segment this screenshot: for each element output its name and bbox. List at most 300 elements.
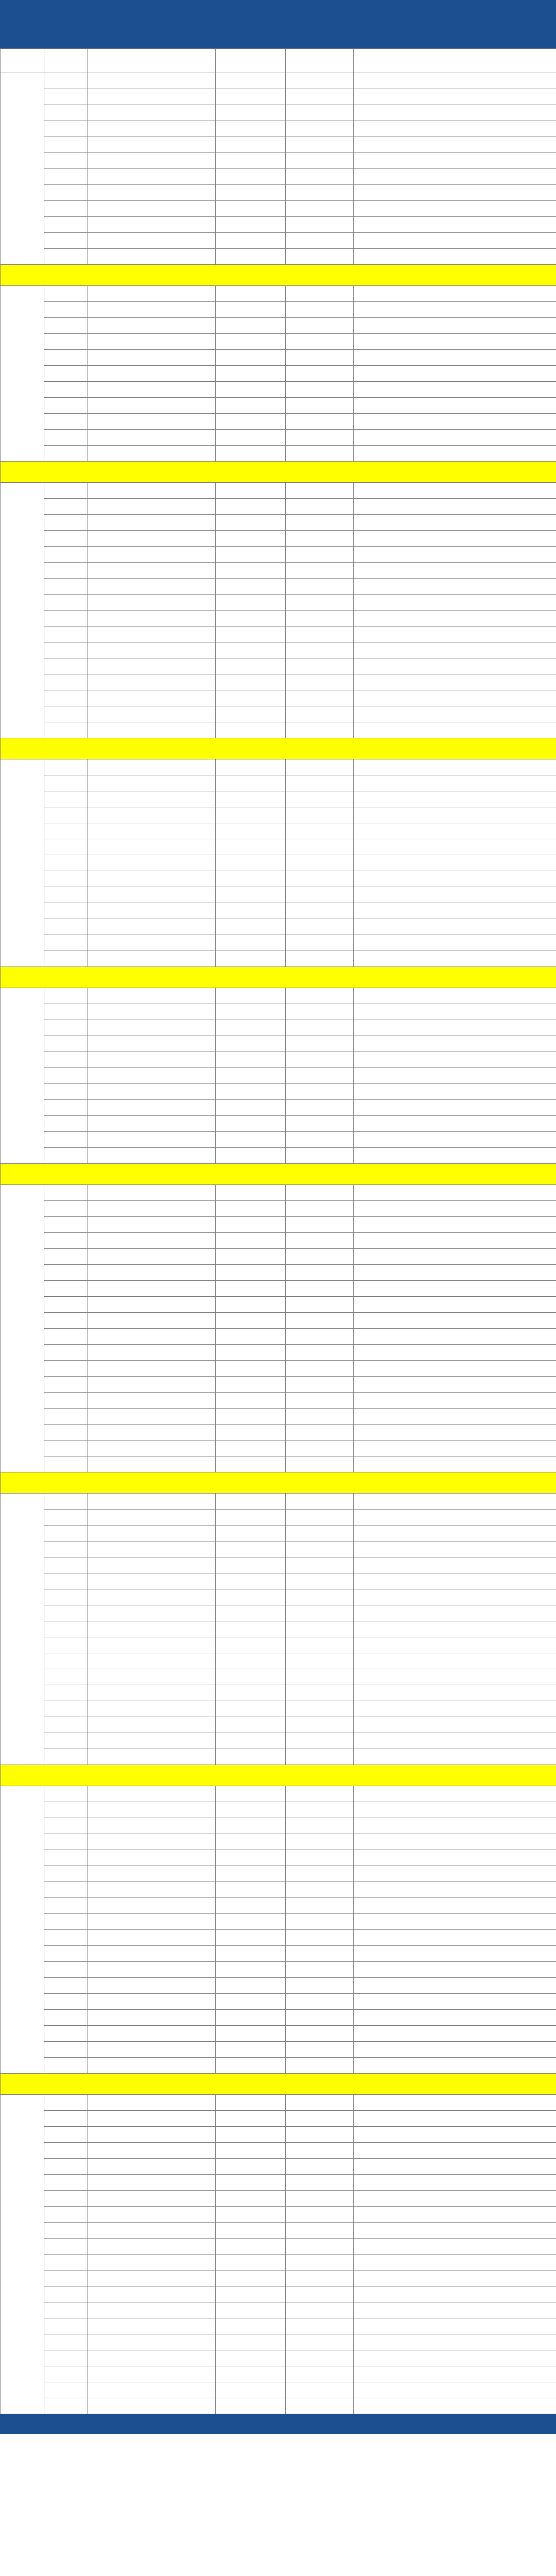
site-cell	[88, 2191, 216, 2207]
staff-count-cell	[286, 1201, 354, 1217]
remarks-cell	[354, 1978, 556, 1994]
site-cell	[88, 1978, 216, 1994]
remarks-cell	[354, 547, 556, 563]
sampler-count-cell	[216, 1201, 286, 1217]
remarks-cell	[354, 73, 556, 89]
sampler-count-cell	[216, 903, 286, 919]
staff-count-cell	[286, 1132, 354, 1148]
staff-count-cell	[286, 1409, 354, 1425]
site-cell	[88, 2175, 216, 2191]
staff-count-cell	[286, 611, 354, 626]
staff-count-cell	[286, 791, 354, 807]
table-row	[1, 1994, 556, 2010]
sampler-count-cell	[216, 350, 286, 366]
table-row	[1, 1068, 556, 1084]
staff-count-cell	[286, 1036, 354, 1052]
remarks-cell	[354, 855, 556, 871]
table-row	[1, 919, 556, 935]
index-cell	[44, 2058, 88, 2074]
remarks-cell	[354, 531, 556, 547]
remarks-cell	[354, 2270, 556, 2286]
remarks-cell	[354, 1409, 556, 1425]
staff-count-cell	[286, 563, 354, 579]
remarks-cell	[354, 674, 556, 690]
table-row	[1, 233, 556, 249]
index-cell	[44, 137, 88, 153]
header-street	[1, 49, 44, 73]
index-cell	[44, 2127, 88, 2143]
site-cell	[88, 2042, 216, 2058]
staff-count-cell	[286, 1052, 354, 1068]
staff-count-cell	[286, 446, 354, 462]
sampler-count-cell	[216, 1882, 286, 1898]
staff-count-cell	[286, 1914, 354, 1930]
index-cell	[44, 2270, 88, 2286]
staff-count-cell	[286, 249, 354, 265]
staff-count-cell	[286, 2270, 354, 2286]
site-cell	[88, 1749, 216, 1765]
sampler-count-cell	[216, 2191, 286, 2207]
index-cell	[44, 855, 88, 871]
site-cell	[88, 105, 216, 121]
staff-count-cell	[286, 2191, 354, 2207]
remarks-cell	[354, 2010, 556, 2026]
remarks-cell	[354, 1930, 556, 1946]
table-row	[1, 791, 556, 807]
index-cell	[44, 1185, 88, 1201]
staff-count-cell	[286, 1494, 354, 1510]
site-cell	[88, 217, 216, 233]
staff-count-cell	[286, 1946, 354, 1962]
separator-bar	[1, 738, 556, 759]
table-row	[1, 1004, 556, 1020]
index-cell	[44, 1201, 88, 1217]
site-cell	[88, 1669, 216, 1685]
sampler-count-cell	[216, 2010, 286, 2026]
site-cell	[88, 2095, 216, 2111]
staff-count-cell	[286, 185, 354, 201]
sampler-count-cell	[216, 2270, 286, 2286]
site-cell	[88, 759, 216, 775]
staff-count-cell	[286, 350, 354, 366]
staff-count-cell	[286, 1573, 354, 1589]
sampler-count-cell	[216, 1978, 286, 1994]
table-row	[1, 1685, 556, 1701]
staff-count-cell	[286, 951, 354, 967]
index-cell	[44, 2042, 88, 2058]
remarks-cell	[354, 430, 556, 446]
index-cell	[44, 1377, 88, 1393]
site-cell	[88, 1217, 216, 1233]
remarks-cell	[354, 1116, 556, 1132]
remarks-cell	[354, 350, 556, 366]
index-cell	[44, 1946, 88, 1962]
staff-count-cell	[286, 807, 354, 823]
table-row	[1, 823, 556, 839]
table-row	[1, 2095, 556, 2111]
sampler-count-cell	[216, 1994, 286, 2010]
index-cell	[44, 1494, 88, 1510]
sampler-count-cell	[216, 531, 286, 547]
remarks-cell	[354, 1297, 556, 1313]
index-cell	[44, 1116, 88, 1132]
sampler-count-cell	[216, 499, 286, 515]
remarks-cell	[354, 153, 556, 169]
remarks-cell	[354, 1898, 556, 1914]
sampler-count-cell	[216, 1786, 286, 1802]
index-cell	[44, 1605, 88, 1621]
sampler-count-cell	[216, 1573, 286, 1589]
index-cell	[44, 1526, 88, 1541]
index-cell	[44, 775, 88, 791]
index-cell	[44, 839, 88, 855]
index-cell	[44, 1281, 88, 1297]
table-row	[1, 1425, 556, 1440]
remarks-cell	[354, 2255, 556, 2270]
sampler-count-cell	[216, 1541, 286, 1557]
table-row	[1, 483, 556, 499]
site-cell	[88, 1020, 216, 1036]
group-separator	[1, 1472, 556, 1494]
sampler-count-cell	[216, 595, 286, 611]
index-cell	[44, 690, 88, 706]
site-cell	[88, 334, 216, 350]
site-cell	[88, 2334, 216, 2350]
remarks-cell	[354, 1834, 556, 1850]
table-row	[1, 1914, 556, 1930]
sampler-count-cell	[216, 1036, 286, 1052]
remarks-cell	[354, 791, 556, 807]
site-cell	[88, 499, 216, 515]
table-row	[1, 1329, 556, 1345]
sampler-count-cell	[216, 690, 286, 706]
index-cell	[44, 919, 88, 935]
remarks-cell	[354, 759, 556, 775]
remarks-cell	[354, 2382, 556, 2398]
sampler-count-cell	[216, 1717, 286, 1733]
index-cell	[44, 1100, 88, 1116]
staff-count-cell	[286, 414, 354, 430]
sampler-count-cell	[216, 1621, 286, 1637]
remarks-cell	[354, 1217, 556, 1233]
site-cell	[88, 1494, 216, 1510]
site-cell	[88, 1084, 216, 1100]
table-row	[1, 1393, 556, 1409]
staff-count-cell	[286, 722, 354, 738]
sampler-count-cell	[216, 2350, 286, 2366]
site-cell	[88, 169, 216, 185]
remarks-cell	[354, 446, 556, 462]
street-cell	[1, 2095, 44, 2414]
remarks-cell	[354, 1510, 556, 1526]
remarks-cell	[354, 2111, 556, 2127]
remarks-cell	[354, 1866, 556, 1882]
separator-bar	[1, 2074, 556, 2095]
sampler-count-cell	[216, 1834, 286, 1850]
index-cell	[44, 1733, 88, 1749]
remarks-cell	[354, 2350, 556, 2366]
remarks-cell	[354, 807, 556, 823]
index-cell	[44, 414, 88, 430]
staff-count-cell	[286, 642, 354, 658]
table-row	[1, 1377, 556, 1393]
table-row	[1, 871, 556, 887]
table-row	[1, 2143, 556, 2159]
table-row	[1, 515, 556, 531]
index-cell	[44, 1802, 88, 1818]
street-cell	[1, 988, 44, 1164]
index-cell	[44, 446, 88, 462]
site-cell	[88, 1526, 216, 1541]
remarks-cell	[354, 318, 556, 334]
table-row	[1, 201, 556, 217]
sampler-count-cell	[216, 1345, 286, 1361]
site-cell	[88, 366, 216, 382]
sampler-count-cell	[216, 2042, 286, 2058]
index-cell	[44, 1717, 88, 1733]
header-sampler-count	[216, 49, 286, 73]
table-row	[1, 1733, 556, 1749]
site-cell	[88, 1329, 216, 1345]
site-cell	[88, 1068, 216, 1084]
site-cell	[88, 414, 216, 430]
index-cell	[44, 2010, 88, 2026]
site-cell	[88, 775, 216, 791]
site-cell	[88, 2127, 216, 2143]
table-row	[1, 674, 556, 690]
remarks-cell	[354, 2207, 556, 2223]
index-cell	[44, 1541, 88, 1557]
site-cell	[88, 1148, 216, 1164]
table-row	[1, 2239, 556, 2255]
remarks-cell	[354, 887, 556, 903]
sampler-count-cell	[216, 89, 286, 105]
index-cell	[44, 1265, 88, 1281]
site-cell	[88, 430, 216, 446]
sampler-count-cell	[216, 318, 286, 334]
sampler-count-cell	[216, 153, 286, 169]
table-row	[1, 2058, 556, 2074]
sampler-count-cell	[216, 2207, 286, 2223]
remarks-cell	[354, 1605, 556, 1621]
sampler-count-cell	[216, 839, 286, 855]
staff-count-cell	[286, 1393, 354, 1409]
site-cell	[88, 1717, 216, 1733]
index-cell	[44, 1701, 88, 1717]
index-cell	[44, 1409, 88, 1425]
staff-count-cell	[286, 1361, 354, 1377]
sampler-count-cell	[216, 563, 286, 579]
separator-bar	[1, 462, 556, 483]
remarks-cell	[354, 1733, 556, 1749]
table-row	[1, 286, 556, 302]
index-cell	[44, 611, 88, 626]
staff-count-cell	[286, 1329, 354, 1345]
sampler-count-cell	[216, 2255, 286, 2270]
sampler-count-cell	[216, 642, 286, 658]
remarks-cell	[354, 2191, 556, 2207]
index-cell	[44, 201, 88, 217]
sampler-count-cell	[216, 2159, 286, 2175]
staff-count-cell	[286, 233, 354, 249]
index-cell	[44, 722, 88, 738]
remarks-cell	[354, 2398, 556, 2414]
table-row	[1, 2366, 556, 2382]
sampler-count-cell	[216, 1393, 286, 1409]
group-separator	[1, 2074, 556, 2095]
remarks-cell	[354, 249, 556, 265]
staff-count-cell	[286, 2042, 354, 2058]
site-cell	[88, 988, 216, 1004]
staff-count-cell	[286, 2223, 354, 2239]
staff-count-cell	[286, 1068, 354, 1084]
table-row	[1, 2207, 556, 2223]
index-cell	[44, 1850, 88, 1866]
remarks-cell	[354, 690, 556, 706]
staff-count-cell	[286, 775, 354, 791]
remarks-cell	[354, 2239, 556, 2255]
index-cell	[44, 2334, 88, 2350]
sampler-count-cell	[216, 233, 286, 249]
site-cell	[88, 1185, 216, 1201]
sampler-count-cell	[216, 1148, 286, 1164]
sampler-count-cell	[216, 1605, 286, 1621]
staff-count-cell	[286, 2058, 354, 2074]
sampler-count-cell	[216, 398, 286, 414]
remarks-cell	[354, 1749, 556, 1765]
remarks-cell	[354, 2302, 556, 2318]
sampler-count-cell	[216, 935, 286, 951]
remarks-cell	[354, 1425, 556, 1440]
index-cell	[44, 642, 88, 658]
site-cell	[88, 1685, 216, 1701]
table-row	[1, 807, 556, 823]
site-cell	[88, 350, 216, 366]
table-row	[1, 1930, 556, 1946]
remarks-cell	[354, 1701, 556, 1717]
staff-count-cell	[286, 823, 354, 839]
remarks-cell	[354, 1345, 556, 1361]
remarks-cell	[354, 871, 556, 887]
index-cell	[44, 1994, 88, 2010]
sampler-count-cell	[216, 515, 286, 531]
remarks-cell	[354, 1494, 556, 1510]
site-cell	[88, 1802, 216, 1818]
index-cell	[44, 2026, 88, 2042]
site-cell	[88, 563, 216, 579]
index-cell	[44, 334, 88, 350]
page-title	[0, 0, 556, 48]
table-row	[1, 446, 556, 462]
index-cell	[44, 1882, 88, 1898]
site-cell	[88, 2058, 216, 2074]
table-row	[1, 2398, 556, 2414]
table-row	[1, 887, 556, 903]
remarks-cell	[354, 233, 556, 249]
index-cell	[44, 1914, 88, 1930]
staff-count-cell	[286, 887, 354, 903]
table-row	[1, 563, 556, 579]
site-cell	[88, 2010, 216, 2026]
table-row	[1, 153, 556, 169]
staff-count-cell	[286, 2111, 354, 2127]
sampling-sites-table	[0, 48, 556, 2414]
table-row	[1, 1637, 556, 1653]
staff-count-cell	[286, 2366, 354, 2382]
sampler-count-cell	[216, 121, 286, 137]
sampler-count-cell	[216, 1265, 286, 1281]
site-cell	[88, 515, 216, 531]
site-cell	[88, 887, 216, 903]
sampler-count-cell	[216, 2095, 286, 2111]
group-separator	[1, 738, 556, 759]
site-cell	[88, 722, 216, 738]
staff-count-cell	[286, 515, 354, 531]
sampler-count-cell	[216, 1456, 286, 1472]
staff-count-cell	[286, 1669, 354, 1685]
remarks-cell	[354, 1717, 556, 1733]
table-row	[1, 1946, 556, 1962]
site-cell	[88, 807, 216, 823]
sampler-count-cell	[216, 73, 286, 89]
remarks-cell	[354, 706, 556, 722]
site-cell	[88, 2302, 216, 2318]
remarks-cell	[354, 2058, 556, 2074]
staff-count-cell	[286, 201, 354, 217]
table-row	[1, 1249, 556, 1265]
table-row	[1, 706, 556, 722]
remarks-cell	[354, 1637, 556, 1653]
site-cell	[88, 839, 216, 855]
table-row	[1, 430, 556, 446]
site-cell	[88, 2239, 216, 2255]
remarks-cell	[354, 903, 556, 919]
table-row	[1, 2223, 556, 2239]
table-row	[1, 1345, 556, 1361]
sampler-count-cell	[216, 722, 286, 738]
sampler-count-cell	[216, 1898, 286, 1914]
index-cell	[44, 1004, 88, 1020]
site-cell	[88, 1850, 216, 1866]
table-row	[1, 1313, 556, 1329]
index-cell	[44, 286, 88, 302]
table-row	[1, 318, 556, 334]
staff-count-cell	[286, 137, 354, 153]
staff-count-cell	[286, 871, 354, 887]
sampler-count-cell	[216, 611, 286, 626]
sampler-count-cell	[216, 1249, 286, 1265]
table-row	[1, 626, 556, 642]
index-cell	[44, 483, 88, 499]
table-row	[1, 1233, 556, 1249]
staff-count-cell	[286, 759, 354, 775]
staff-count-cell	[286, 73, 354, 89]
table-row	[1, 935, 556, 951]
index-cell	[44, 935, 88, 951]
site-cell	[88, 286, 216, 302]
staff-count-cell	[286, 1541, 354, 1557]
sampler-count-cell	[216, 2143, 286, 2159]
staff-count-cell	[286, 903, 354, 919]
staff-count-cell	[286, 2398, 354, 2414]
sampler-count-cell	[216, 1749, 286, 1765]
sampler-count-cell	[216, 887, 286, 903]
staff-count-cell	[286, 169, 354, 185]
sampler-count-cell	[216, 1100, 286, 1116]
staff-count-cell	[286, 1100, 354, 1116]
staff-count-cell	[286, 579, 354, 595]
table-row	[1, 759, 556, 775]
